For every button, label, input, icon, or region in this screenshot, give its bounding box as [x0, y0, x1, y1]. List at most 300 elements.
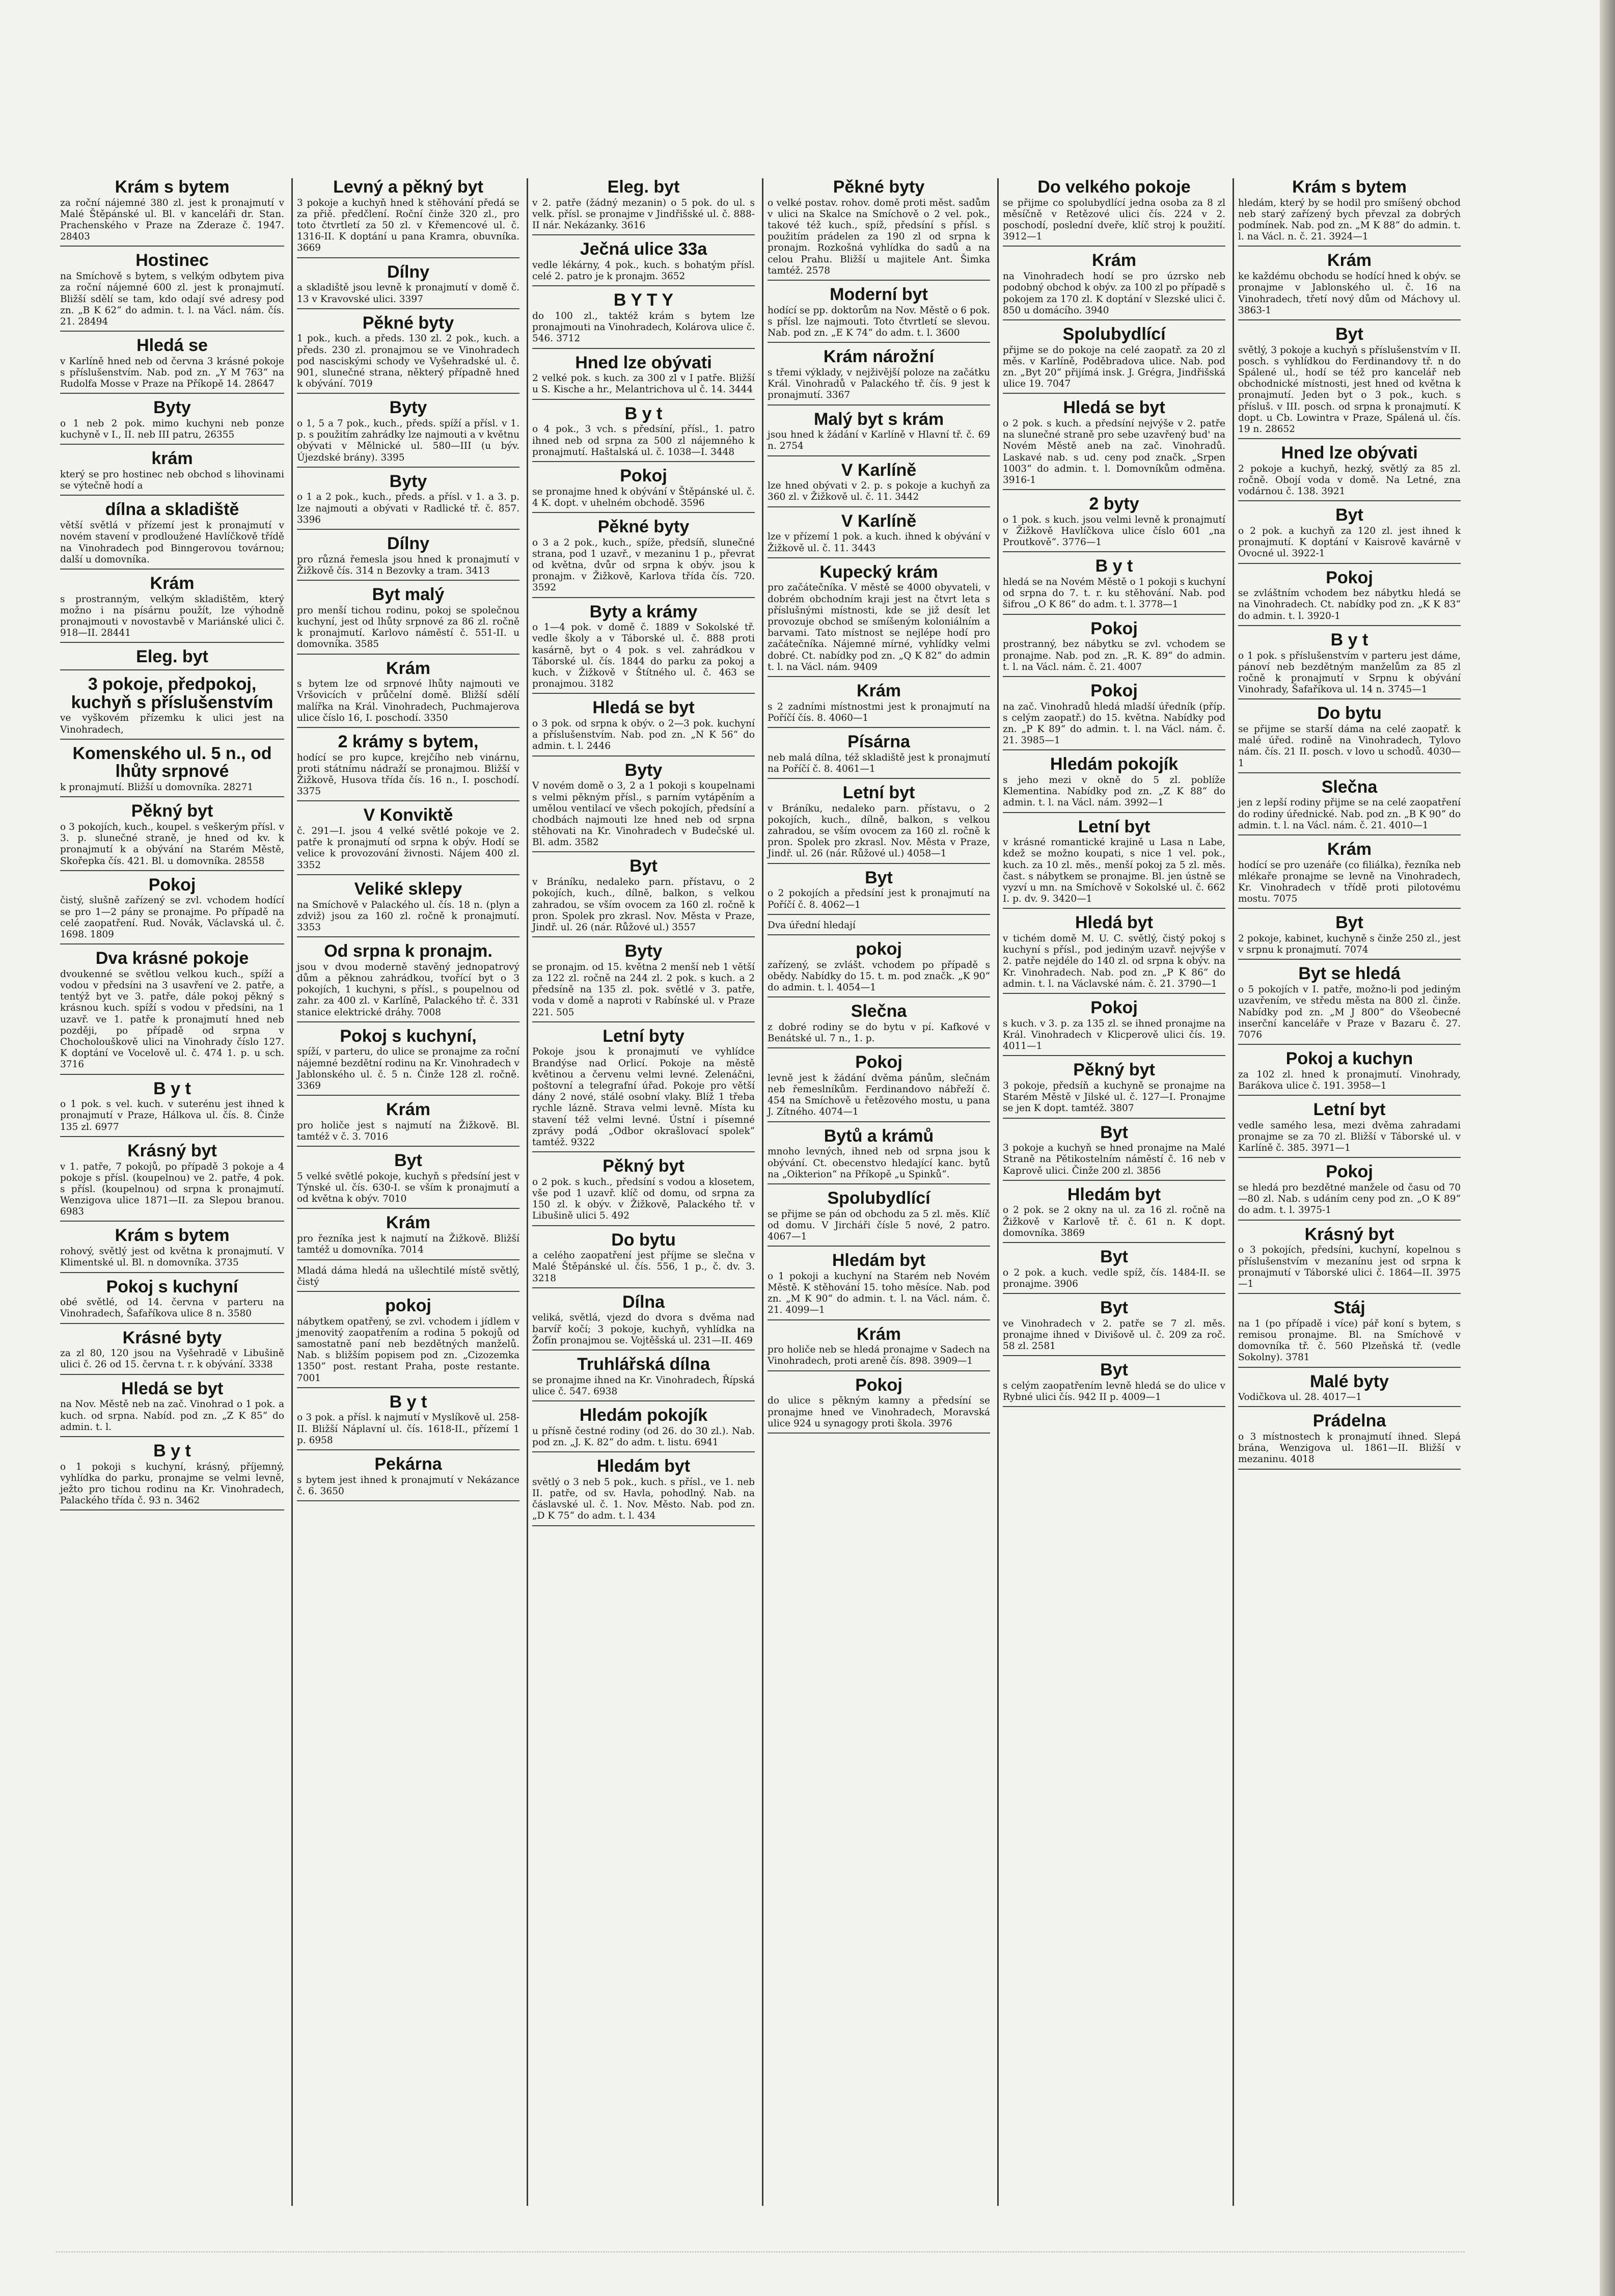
ad-separator — [1003, 1180, 1225, 1181]
classified-ad — [768, 1376, 990, 1434]
ad-body: o 1 pok. s vel. kuch. v suterénu jest ihned k pronajmutí v Praze, Hálkova ul. čís. 8. Činže 135 zl. 6977 — [60, 1099, 284, 1132]
ad-separator — [1003, 246, 1225, 247]
ad-body: pro začátečníka. V městě se 4000 obyvateli, v dobrém obchodním kraji jest na čtvrt leta s příslušnými místnosti, kde se již desít let provozuje obchod se smíšeným koloniálním a barvami. Tato místnost se nejlépe hodí pro začátečníka. Nájemné mírné, vyhlídky velmi dobré. Ct. nabídky pod zn. „Q K 82“ do admin t. l. na Václ. nám. 9409 — [768, 582, 990, 672]
ad-body: se přijme co spolubydlící jedna osoba za 8 zl měsíčně v Retězové ulici čís. 224 v 2. poschodí, poslední dveře, klíč stroj k použití. 3912—1 — [1003, 197, 1225, 242]
ad-separator — [768, 455, 990, 456]
classified-ad — [1238, 1226, 1461, 1294]
ad-body: č. 291—I. jsou 4 velké světlé pokoje ve 2. patře k pronajmutí od srpna k obýv. Hodí se velice k provozování živnosti. Nájem 400 zl. 3352 — [297, 826, 519, 871]
ad-title: Byt — [1100, 1122, 1128, 1142]
column-5 — [997, 178, 1229, 2206]
ad-separator — [532, 1287, 755, 1288]
ad-separator — [768, 1121, 990, 1122]
ad-body: v krásné romantické krajině u Lasa n Labe, kdež se možno koupati, s nice 1 vel. pok., kuch. za 10 zl. měs., menší pokoj za 5 zl. měs. čast. s nábytkem se pronajme. Bl. jen ústně se vyzví u mn. na Smíchově v Sokolské ul. č. 662 I. p. dv. 9. 3420—1 — [1003, 837, 1225, 905]
ad-title: Hledá se byt — [1063, 398, 1165, 418]
ad-body: o 1 a 2 pok., kuch., předs. a přísl. v 1. a 3. p. lze najmouti a obývati v Radlické tř. č. 857. 3396 — [297, 492, 519, 525]
ad-body: v 1. patře, 7 pokojů, po případě 3 pokoje a 4 pokoje s přísl. (koupelnou) ve 2. patře, 4 pok. s přísl. (koupelnou) od srpna k pronajmutí. Wenzigova ulice 1871—II. za Slepou branou. 6983 — [60, 1161, 284, 1218]
ad-title: Krám — [150, 573, 195, 593]
classified-ad — [768, 512, 990, 558]
classified-ad — [1003, 1361, 1225, 1407]
ad-separator — [768, 934, 990, 935]
classified-ad — [297, 1214, 519, 1260]
classified-ad — [768, 1190, 990, 1247]
classified-ad — [60, 252, 284, 332]
ad-body: na Smíchově v Palackého ul. čís. 18 n. (plyn a zdviž) jsou za 160 zl. ročně k pronajmutí. 3353 — [297, 899, 519, 933]
classified-ad — [532, 354, 755, 400]
ad-body: se přijme se pán od obchodu za 5 zl. měs. Klíč od domu. V Jircháři čísle 5 nové, 2 patro. 4067—1 — [768, 1208, 990, 1242]
ad-body: a skladiště jsou levně k pronajmutí v domě č. 13 v Kravovské ulici. 3397 — [297, 282, 519, 305]
ad-body: na Nov. Městě neb na zač. Vinohrad o 1 pok. a kuch. od srpna. Nabíd. pod zn. „Z K 85“ do admin. t. l. — [60, 1399, 284, 1433]
ad-separator — [768, 1370, 990, 1371]
ad-separator — [1003, 1055, 1225, 1056]
ad-title: Byt — [394, 1151, 422, 1171]
ad-body: vedle lékárny, 4 pok., kuch. s bohatým přísl. celé 2. patro je k pronajm. 3652 — [532, 259, 755, 282]
classified-ad — [60, 648, 284, 670]
ad-body: s bytem jest ihned k pronajmutí v Nekázance č. 6. 3650 — [297, 1474, 519, 1497]
ad-title: Pokoj — [1090, 681, 1138, 700]
ad-separator — [1238, 1367, 1461, 1368]
ad-title: B y t — [1095, 556, 1133, 576]
classified-ad — [297, 1101, 519, 1147]
ad-separator — [1238, 959, 1461, 960]
ad-body: jsou hned k žádání v Karlíně v Hlavní tř. č. 69 n. 2754 — [768, 429, 990, 452]
classified-ad — [768, 1326, 990, 1371]
classified-ad — [768, 1252, 990, 1320]
classified-ad — [297, 1297, 519, 1388]
ad-separator — [1238, 908, 1461, 909]
ad-separator — [297, 1291, 519, 1292]
ad-separator — [60, 1436, 284, 1437]
ad-separator — [532, 936, 755, 937]
column-6 — [1233, 178, 1465, 2206]
ad-body: s třemi výklady, v nejživější poloze na začátku Král. Vinohradů v Palackého tř. čís. 9 jest k pronajmutí. 3367 — [768, 367, 990, 401]
classified-ad — [60, 745, 284, 798]
ad-title: Krám s bytem — [1292, 178, 1407, 197]
classified-ad — [1238, 506, 1461, 563]
ad-separator — [1238, 500, 1461, 501]
ad-body: na 1 (po případě i více) pář koní s bytem, s remisou pronajme. Bl. na Smíchově v domovníka tř. č. 560 Plzeňská tř. (vedle Sokolny). 3781 — [1238, 1318, 1461, 1363]
ad-separator — [60, 739, 284, 740]
ad-separator — [1238, 1157, 1461, 1158]
ad-separator — [532, 399, 755, 400]
ad-title: Byt — [1100, 1247, 1128, 1266]
ad-separator — [1003, 1406, 1225, 1407]
classified-ad — [532, 762, 755, 853]
ad-title: Pěkný byt — [131, 801, 213, 821]
classified-ad — [1003, 252, 1225, 320]
ad-title: Dílna — [622, 1292, 665, 1312]
ad-body: na Vinohradech hodí se pro úzrsko neb podobný obchod k obýv. za 100 zl po případě s pokojem za 170 zl. K doptání v Slezské ulici č. 850 u domácího. 3940 — [1003, 271, 1225, 316]
ad-body: do ulice s pěkným kamny a předsíní se pronajme hned ve Vinohradech, Moravská ulice 924 u synagogy proti škola. 3976 — [768, 1395, 990, 1429]
ad-separator — [532, 1225, 755, 1226]
ad-body: o 1 neb 2 pok. mimo kuchyni neb ponze kuchyně v I., II. neb III patru, 26355 — [60, 418, 284, 441]
classified-ad — [297, 1265, 519, 1292]
ad-body: nábytkem opatřený, se zvl. vchodem i jídlem v jmenovitý zaopatřením a rodina 5 pokojů od samostatně paní neb bezdětných manželů. Nab. s bližším popisem pod zn. „Cizozemka 1350“ post. restant Praha, poste restante. 7001 — [297, 1316, 519, 1384]
ad-body: o 2 pok. a kuch. vedle spíž, čís. 1484-II. se pronajme. 3906 — [1003, 1267, 1225, 1289]
ad-body: hodící se pp. doktorům na Nov. Městě o 6 pok. s přísl. lze najmouti. Toto čtvrtletí se slevou. Nab. pod zn. „E K 74“ do adm. t. l. 3600 — [768, 305, 990, 339]
ad-body: prostranný, bez nábytku se zvl. vchodem se pronajme. Nab. pod zn. „R. K. 89“ do admin. t. l. na Václ. nám. č. 21. 4007 — [1003, 639, 1225, 672]
ad-separator — [297, 1500, 519, 1501]
classified-ad — [1238, 1299, 1461, 1367]
ad-title: Hledám pokojík — [579, 1406, 708, 1425]
ad-title: dílna a skladiště — [105, 500, 239, 520]
ad-body: lze v přízemí 1 pok. a kuch. ihned k obývání v Žižkově ul. č. 11. 3443 — [768, 531, 990, 554]
ad-separator — [768, 996, 990, 997]
ad-title: Dva krásné pokoje — [95, 949, 249, 968]
ad-separator — [768, 1246, 990, 1247]
ad-separator — [1238, 438, 1461, 439]
ad-body: o 5 pokojích v I. patře, možno-li pod jediným uzavřením, ve středu města na 800 zl. činže. Nabídky pod zn. „M J 800“ do Všeobecné inserční kanceláře v Praze v Bazaru č. 27. 7076 — [1238, 984, 1461, 1040]
classified-ad — [1003, 682, 1225, 750]
classified-ad — [297, 733, 519, 801]
ad-separator — [532, 597, 755, 598]
classified-ad — [60, 1227, 284, 1273]
ad-body: mnoho levných, ihned neb od srpna jsou k obývání. Ct. obecenstvo hledající kanc. bytů na „Oikterion“ na Příkopě „u Spinků“. — [768, 1146, 990, 1180]
ad-separator — [1003, 749, 1225, 750]
ad-separator — [297, 654, 519, 655]
ad-separator — [1003, 1293, 1225, 1294]
classified-ad — [532, 1356, 755, 1401]
ad-title: Hned lze obývati — [575, 353, 712, 372]
ad-separator — [60, 569, 284, 570]
classified-ad — [297, 535, 519, 581]
ad-separator — [1238, 1406, 1461, 1407]
ad-title: Krám — [386, 1213, 430, 1233]
classified-ad — [1238, 1101, 1461, 1158]
ad-title: Krám s bytem — [115, 1226, 230, 1246]
classified-ad — [297, 806, 519, 875]
ad-body: pro holiče neb se hledá pronajme v Sadech na Vinohradech, proti areně čís. 898. 3909—1 — [768, 1344, 990, 1367]
ad-body: se hledá pro bezdětné manžele od času od 70—80 zl. Nab. s udáním ceny pod zn. „O K 89“ do adm. t. l. 3975-1 — [1238, 1182, 1461, 1216]
classified-ad — [60, 337, 284, 394]
ad-title: pokoj — [385, 1295, 431, 1315]
ad-title: B Y T Y — [613, 290, 674, 310]
classified-ad — [1003, 818, 1225, 909]
classified-ad — [297, 942, 519, 1022]
ad-body: se pronajm. od 15. května 2 menší neb 1 větší za 122 zl. ročně na 244 zl. 2 pok. s kuch. a 2 předsíně na 135 zl. pok. světlé v 3. patře, voda v domě a naproti v Rabínské ul. v Praze 221. 505 — [532, 961, 755, 1018]
ad-separator — [1003, 614, 1225, 615]
ad-body: se pronajme ihned na Kr. Vinohradech, Řípská ulice č. 547. 6938 — [532, 1374, 755, 1397]
ad-body: Vodičkova ul. 28. 4017—1 — [1238, 1392, 1362, 1403]
ad-separator — [532, 1451, 755, 1452]
ad-title: Pokoj — [855, 1052, 902, 1072]
ad-title: Byt — [1335, 324, 1363, 344]
ad-title: Krám — [857, 1324, 901, 1344]
classified-ad — [297, 263, 519, 309]
ad-title: Dílny — [387, 262, 430, 282]
ad-title: Do bytu — [1317, 704, 1382, 723]
classified-ad — [532, 1293, 755, 1350]
ad-title: Krám s bytem — [115, 178, 230, 197]
ad-separator — [1003, 489, 1225, 490]
ad-title: Byty — [153, 398, 191, 418]
ad-title: Pěkný byt — [1073, 1060, 1155, 1080]
classified-ad — [1238, 178, 1461, 247]
ad-title: B y t — [624, 403, 663, 423]
ad-body: V novém domě o 3, 2 a 1 pokoji s koupelnami s velmi pěkným přísl., s parním vytápěním a umělou ventilací ve všech pokojích, předsíní a chodbách najmouti lze hned neb od srpna stěhovati na Kr. Vinohradech v Budečské ul. Bl. adm. 3582 — [532, 780, 755, 848]
classified-ad — [1003, 1061, 1225, 1118]
ad-body: jen z lepší rodiny přijme se na celé zaopatření do rodiny úřednické. Nab. pod zn. „B K 90“ do admin. t. l. na Václ. nám. č. 21. 4010—1 — [1238, 797, 1461, 831]
ad-title: Pěkný byt — [603, 1156, 685, 1176]
ad-title: Krám — [1092, 251, 1136, 271]
ad-separator — [768, 778, 990, 779]
ad-body: se přijme se starší dáma na celé zaopatř. k malé úřed. rodině na Vinohradech, Tylovo nám. čís. 21 II. posch. v lovo u schodů. 4030—1 — [1238, 723, 1461, 769]
ad-body: k pronajmutí. Bližší u domovníka. 28271 — [60, 782, 254, 793]
ad-title: Prádelna — [1312, 1411, 1386, 1431]
classified-ad — [768, 784, 990, 864]
ad-separator — [60, 393, 284, 394]
ad-separator — [532, 693, 755, 694]
classified-ad — [768, 348, 990, 405]
classified-ad — [768, 940, 990, 997]
ad-separator — [60, 444, 284, 445]
ad-title: Pěkné byty — [362, 313, 454, 333]
classified-ad — [297, 473, 519, 530]
classified-ad — [297, 880, 519, 937]
ad-title: Bytů a krámů — [824, 1126, 934, 1146]
ad-title: Dílny — [387, 534, 430, 553]
ad-separator — [1238, 772, 1461, 773]
ad-title: Ječná ulice 33a — [580, 239, 707, 259]
ad-body: který se pro hostinec neb obchod s lihovinami se výtečně hodí a — [60, 469, 284, 492]
ad-title: V Karlíně — [841, 511, 917, 531]
classified-ad — [532, 1407, 755, 1452]
ad-body: u přísně čestné rodiny (od 26. do 30 zl.). Nab. pod zn. „J. K. 82“ do adm. t. listu. 6941 — [532, 1425, 755, 1448]
classified-ad — [1003, 1299, 1225, 1356]
ad-separator — [768, 557, 990, 558]
ad-title: Krám nárožní — [823, 347, 935, 367]
ad-body: 1 pok., kuch. a předs. 130 zl. 2 pok., kuch. a předs. 230 zl. pronajmou se ve Vinohradech pod nasciskými schody ve Vyšehradské ul. č. 901, slunečné strana, některý případně hned k obývání. 7019 — [297, 333, 519, 390]
ad-body: o velké postav. rohov. domě proti měst. sadům v ulici na Skalce na Smíchově o 2 vel. pok., takové též kuch., spíž, předsíní s přísl. s použitím prádelen za 190 zl od srpna k pronajm. Rozkošná vyhlídka do sadů a na celou Prahu. Bližší u majitele Ant. Šimka tamtéž. 2578 — [768, 197, 990, 276]
ad-body: v Bráníku, nedaleko parn. přístavu, o 2 pokojích, kuch., dílně, balkon, s velkou zahradou, se vším ovocem za 160 zl. ročně k pron. Spolek pro zkrasl. Nov. Města v Praze, Jindř. ul. 26 (nár. Růžové ul.) 4058—1 — [768, 803, 990, 859]
ad-separator — [768, 1319, 990, 1320]
ad-separator — [60, 1323, 284, 1324]
classified-ad — [297, 178, 519, 258]
ad-body: hledám, který by se hodil pro smíšený obchod neb starý zařízený bych převzal za dobrých podmínek. Nab. pod zn. „M K 88“ do admin. t. l. na Václ. n. č. 21. 3924—1 — [1238, 197, 1461, 242]
classified-ad — [1003, 620, 1225, 677]
ad-body: za roční nájemné 380 zl. jest k pronajmutí v Malé Štěpánské ul. Bl. v kanceláři dr. Stan. Prachenského v Praze na Zderaze č. 1947. 28403 — [60, 197, 284, 242]
ad-title: Pokoj a kuchyn — [1285, 1049, 1413, 1069]
ad-title: Pokoj — [148, 875, 196, 895]
classified-ad — [532, 178, 755, 235]
ad-title: V Karlíně — [841, 460, 917, 480]
ad-body: obé světlé, od 14. června v parteru na Vinohradech, Šafaříkova ulice 8 n. 3580 — [60, 1297, 284, 1319]
ad-separator — [1003, 1118, 1225, 1119]
ad-body: s kuch. v 3. p. za 135 zl. se ihned pronajme na Král. Vinohradech v Klicperově ulici čís. 19. 4011—1 — [1003, 1018, 1225, 1052]
ad-title: Do velkého pokoje — [1037, 178, 1191, 197]
ad-separator — [532, 1400, 755, 1401]
ad-body: s prostranným, velkým skladištěm, který možno i na písárnu použít, lze výhodně pronajmouti v novostavbě v Mariánské ulici č. 918—II. 28441 — [60, 593, 284, 639]
ad-body: lze hned obývati v 2. p. s pokoje a kuchyň za 360 zl. v Žižkově ul. č. 11. 3442 — [768, 480, 990, 503]
ad-separator — [768, 863, 990, 864]
ad-title: Hledá se — [136, 336, 208, 356]
ad-body: světlý o 3 neb 5 pok., kuch. s přísl., ve 1. neb II. patře, od sv. Havla, pohodlný. Nab. na čáslavské ul. č. 1. Nov. Město. Nab. pod zn. „D K 75“ do adm. t. l. 434 — [532, 1476, 755, 1522]
newspaper-classifieds-page — [56, 178, 1465, 2206]
ad-body: pro menší tichou rodinu, pokoj se společnou kuchyní, jest od lhůty srpnové za 86 zl. ročně k pronajmutí. Karlovo náměstí č. 551-II. u domovníka. 3585 — [297, 605, 519, 650]
column-2 — [291, 178, 524, 2206]
ad-separator — [297, 727, 519, 728]
classified-ad — [532, 240, 755, 286]
ad-body: ke každému obchodu se hodící hned k obýv. se pronajme v Jablonského ul. č. 16 na Vinohradech, třetí nový dům od Máchovy ul. 3863-1 — [1238, 271, 1461, 316]
ad-title: Krám — [857, 681, 901, 700]
ad-title: Pokoj — [1326, 1162, 1373, 1182]
ad-body: o 3 pok. od srpna k obýv. o 2—3 pok. kuchyní a příslušenstvím. Nab. pod zn. „N K 56“ do admin. t. l. 2446 — [532, 718, 755, 752]
ad-separator — [297, 1259, 519, 1260]
column-1 — [56, 178, 288, 2206]
ad-body: 2 pokoje a kuchyň, hezký, světlý za 85 zl. ročně. Obojí voda v domě. Na Letné, zna vodárnou č. 138. 3921 — [1238, 463, 1461, 497]
ad-body: 2 pokoje, kabinet, kuchyně s činže 250 zl., jest v srpnu k pronajmutí. 7074 — [1238, 933, 1461, 956]
classified-ad — [532, 405, 755, 462]
classified-ad — [297, 660, 519, 728]
ad-separator — [532, 851, 755, 852]
ad-separator — [60, 1509, 284, 1510]
ad-separator — [297, 874, 519, 875]
ad-separator — [60, 943, 284, 944]
ad-separator — [1238, 1293, 1461, 1294]
classified-ad — [1003, 914, 1225, 994]
ad-body: Pokoje jsou k pronajmutí ve vyhlídce Brandýse nad Orlicí. Pokoje na městě květinou a červenu velmi levné. Zelenáčni, poštovní a telegrafní úřad. Pokoje pro větší dány 2 nové, stálé osobní vlaky. Blíž 1 třeba rychle lázně. Strava velmi levně. Místa ku stavení též velmi levné. Ústní i písemné zprávy podá „Odbor okrašlovací spolek“ tamtéž. 9322 — [532, 1046, 755, 1148]
ad-body: ve Vinohradech v 2. patře se 7 zl. měs. pronajme ihned v Divišově ul. č. 209 za roč. 58 zl. 2581 — [1003, 1318, 1225, 1352]
ad-title: Letní byt — [1313, 1100, 1386, 1120]
classified-ad — [60, 575, 284, 643]
ad-separator — [297, 308, 519, 309]
classified-ad — [1003, 557, 1225, 614]
ad-separator — [60, 1272, 284, 1273]
ad-separator — [1238, 1220, 1461, 1221]
ad-title: Pěkné byty — [833, 178, 925, 197]
ad-body: o 1 pok. s kuch. jsou velmi levně k pronajmutí v Žižkově Havlíčkova ulice číslo 601 „na Proutkově“. 3776—1 — [1003, 514, 1225, 548]
ad-body: za zl 80, 120 jsou na Vyšehradě v Libušině ulici č. 26 od 15. června t. r. k obývání. 3338 — [60, 1348, 284, 1370]
ad-separator — [297, 393, 519, 394]
classified-ad — [1003, 326, 1225, 394]
ad-separator — [1003, 319, 1225, 320]
ad-body: ve vyškovém přízemku k ulici jest na Vinohradech, — [60, 713, 284, 735]
ad-title: Krám — [1327, 251, 1372, 271]
ad-separator — [532, 1151, 755, 1152]
ad-title: B y t — [1330, 630, 1368, 650]
ad-body: o 3 pokojích, kuch., koupel. s veškerým přísl. v 3. p. slunečné straně, je hned od kv. k pronajmutí k a obývání na Starém Městě, Skořepka čís. 421. Bl. u domovníka. 28558 — [60, 822, 284, 867]
ad-separator — [297, 1449, 519, 1450]
ad-separator — [768, 280, 990, 281]
ad-body: s jeho mezi v okně do 5 zl. poblíže Klementina. Nabídky pod zn. „Z K 88“ do admin. t. l. na Václ. nám. 3992—1 — [1003, 775, 1225, 808]
ad-body: s celým zaopatřením levně hledá se do ulice v Rybné ulici čís. 942 II p. 4009—1 — [1003, 1381, 1225, 1403]
ad-body: hodící se pro kupce, krejčího neb vinárnu, proti státnímu nádraží se pronajmou. Bližší v Žižkově, Husova třída čís. 16 n., I. poschodí. 3375 — [297, 752, 519, 797]
ad-title: Eleg. byt — [607, 178, 680, 197]
classified-ad — [297, 314, 519, 394]
ad-title: Krásný byt — [127, 1141, 217, 1160]
ad-title: Byt — [629, 856, 658, 876]
ad-title: Krásný byt — [1304, 1224, 1394, 1244]
ad-body: pro řezníka jest k najmutí na Žižkově. Bližší tamtéž u domovníka. 7014 — [297, 1233, 519, 1256]
ad-separator — [297, 1387, 519, 1388]
ad-title: Slečna — [1321, 777, 1378, 797]
ad-title: Hledám byt — [832, 1251, 926, 1271]
classified-ad — [297, 586, 519, 654]
ad-separator — [768, 676, 990, 677]
classified-ad — [1238, 444, 1461, 501]
classified-ad — [532, 857, 755, 937]
ad-body: v Karlíně hned neb od června 3 krásné pokoje s příslušenstvím. Nab. pod zn. „Y M 763“ na Rudolfa Mosse v Praze na Příkopě 14. 28647 — [60, 356, 284, 390]
ad-separator — [768, 342, 990, 343]
ad-body: o 2 pok. s kuch., předsíní s vodou a klosetem, vše pod 1 uzavř. klíč od domu, od srpna za 150 zl. k obýv. v Žižkově, Palackého tř. v Libušině ulici 5. 492 — [532, 1176, 755, 1222]
ad-title: krám — [151, 449, 193, 469]
ad-separator — [532, 461, 755, 462]
ad-separator — [60, 495, 284, 496]
ad-title: Veliké sklepy — [354, 879, 462, 899]
ad-title: Byty a krámy — [589, 602, 698, 622]
ad-body: o 2 pok. s kuch. a předsíní nejvýše v 2. patře na slunečné straně pro sebe uzavřený bud' na Novém Městě aneb na zač. Vinohradů. Laskavé nab. s ud. ceny pod značk. „Srpen 1003“ do admin. t. l. Domovníkům odměna. 3916-1 — [1003, 418, 1225, 485]
classified-ad — [60, 676, 284, 740]
ad-title: Kupecký krám — [819, 562, 938, 582]
ad-separator — [60, 1074, 284, 1075]
classified-ad — [532, 1157, 755, 1226]
classified-ad — [768, 286, 990, 343]
classified-ad — [1003, 1248, 1225, 1294]
classified-ad — [532, 1457, 755, 1526]
classified-ad — [532, 467, 755, 513]
classified-ad — [1238, 914, 1461, 960]
classified-ad — [60, 178, 284, 247]
ad-body: dvoukenné se světlou velkou kuch., spíží a vodou v předsíni na 3 usavření ve 2. patře, a tentýž byt ve 3. patře, dále pokoj pěkný s krásnou kuch. spíží s vodou v předsíni, na 1 uzavř. ve 1. patře k pronajmutí hned neb později, po případě od srpna v Chocholouškově ulici na Vinohrady číslo 127. K doptání ve Vocelově ul. č. 474 1. p. u sch. 3716 — [60, 968, 284, 1070]
ad-title: B y t — [389, 1392, 427, 1412]
ad-body: o 2 pok. se 2 okny na ul. za 16 zl. ročně na Žižkově v Karlově tř. č. 61 n. K dopt. domovníka. 3869 — [1003, 1205, 1225, 1238]
ad-title: Pokoj — [1326, 568, 1373, 587]
classified-ad — [768, 411, 990, 456]
ad-title: Truhlářská dílna — [577, 1355, 710, 1374]
ad-body: o 3 pokojích, předsíni, kuchyní, kopelnou s příslušenstvím v mezanínu jest od srpna k pronajmutí v Táborské ulici č. 1864—II. 3975—1 — [1238, 1245, 1461, 1289]
ad-separator — [1003, 812, 1225, 813]
classified-ad — [532, 291, 755, 348]
ad-body: v 2. patře (žádný mezanin) o 5 pok. do ul. s velk. přísl. se pronajme v Jindřišské ul. č. 888-II nár. Nekázanky. 3616 — [532, 197, 755, 231]
classified-ad — [1238, 1412, 1461, 1469]
ad-separator — [532, 1525, 755, 1526]
ad-title: Hostinec — [135, 251, 209, 271]
ad-title: Slečna — [851, 1002, 907, 1021]
ad-title: Pokoj — [620, 466, 667, 485]
classified-ad — [60, 1080, 284, 1137]
ad-body: o 3 a 2 pok., kuch., spíže, předsíň, slunečné strana, pod 1 uzavř., v mezaninu 1 p., převrat od května, dvůr od srpna k obýv. jsou k pronajm. v Žižkově, Karlova třída čís. 720. 3592 — [532, 537, 755, 593]
ad-body: pro různá řemesla jsou hned k pronajmutí v Žižkově čís. 314 n Bezovky a tram. 3413 — [297, 554, 519, 576]
column-4 — [762, 178, 994, 2206]
ad-body: Mladá dáma hledá na ušlechtilé místě světlý, čistý — [297, 1265, 519, 1287]
ad-body: o 3 pok. a přísl. k najmutí v Myslíkově ul. 258-II. Bližší Náplavní ul. čís. 1618-II., přízemí 1 p. 6958 — [297, 1412, 519, 1446]
ad-title: Pěkné byty — [597, 517, 690, 536]
ad-separator — [297, 529, 519, 530]
ad-separator — [768, 1183, 990, 1184]
ad-title: Pokoj s kuchyní — [106, 1277, 238, 1296]
classified-ad — [60, 950, 284, 1074]
ad-title: Hledá se byt — [121, 1379, 224, 1398]
ad-body: za 102 zl. hned k pronajmutí. Vinohrady, Barákova ulice č. 191. 3958—1 — [1238, 1069, 1461, 1091]
ad-body: spíží, v parteru, do ulice se pronajme za roční nájemné bezdětní rodinu na Kr. Vinohradech v Jablonského ul. č. 5 n. Činže 128 zl. ročně. 3369 — [297, 1046, 519, 1091]
classified-ad — [1238, 631, 1461, 699]
classified-ad — [1003, 399, 1225, 490]
classified-ad — [60, 1142, 284, 1222]
ad-title: Hledám pokojík — [1050, 754, 1179, 774]
ad-separator — [532, 512, 755, 513]
classified-ad — [768, 920, 990, 935]
ad-title: Krám — [386, 1100, 430, 1120]
ad-body: světlý, 3 pokoje a kuchyň s příslušenstvím v II. posch. s vyhlídkou do Ferdinandovy tř. n do Spálené ul., hodí se též pro kancelář neb obchodnické místnosti, jest hned od května k pronajmutí. Jeden byt o 3 pok., kuch. s přísluš. v III. posch. od srpna k pronajmutí. K dopt. u Cb. Lowintra v Praze, Spálená ul. čís. 19 n. 28652 — [1238, 344, 1461, 435]
classified-ad — [60, 1278, 284, 1324]
ad-separator — [532, 234, 755, 235]
ad-title: Pokoj s kuchyní, — [340, 1026, 477, 1046]
ad-body: o 1 pok. s příslušenstvím v parteru jest dáme, pánoví neb bezdětným manželům za 85 zl ročně k pronajmutí v Srpnu k obývání Vinohrady, Šafaříkova ul. 14 n. 3745—1 — [1238, 650, 1461, 695]
ad-body: do 100 zl., taktéž krám s bytem lze pronajmouti na Vinohradech, Kolárova ulice č. 546. 3712 — [532, 311, 755, 344]
ad-separator — [1238, 625, 1461, 626]
ad-separator — [1238, 834, 1461, 835]
ad-body: s 2 zadními místnostmi jest k pronajmutí na Poříčí čís. 8. 4060—1 — [768, 701, 990, 723]
ad-body: se pronajme hned k obývání v Štěpánské ul. č. 4 K. dopt. v uhelném obchodě. 3596 — [532, 486, 755, 508]
